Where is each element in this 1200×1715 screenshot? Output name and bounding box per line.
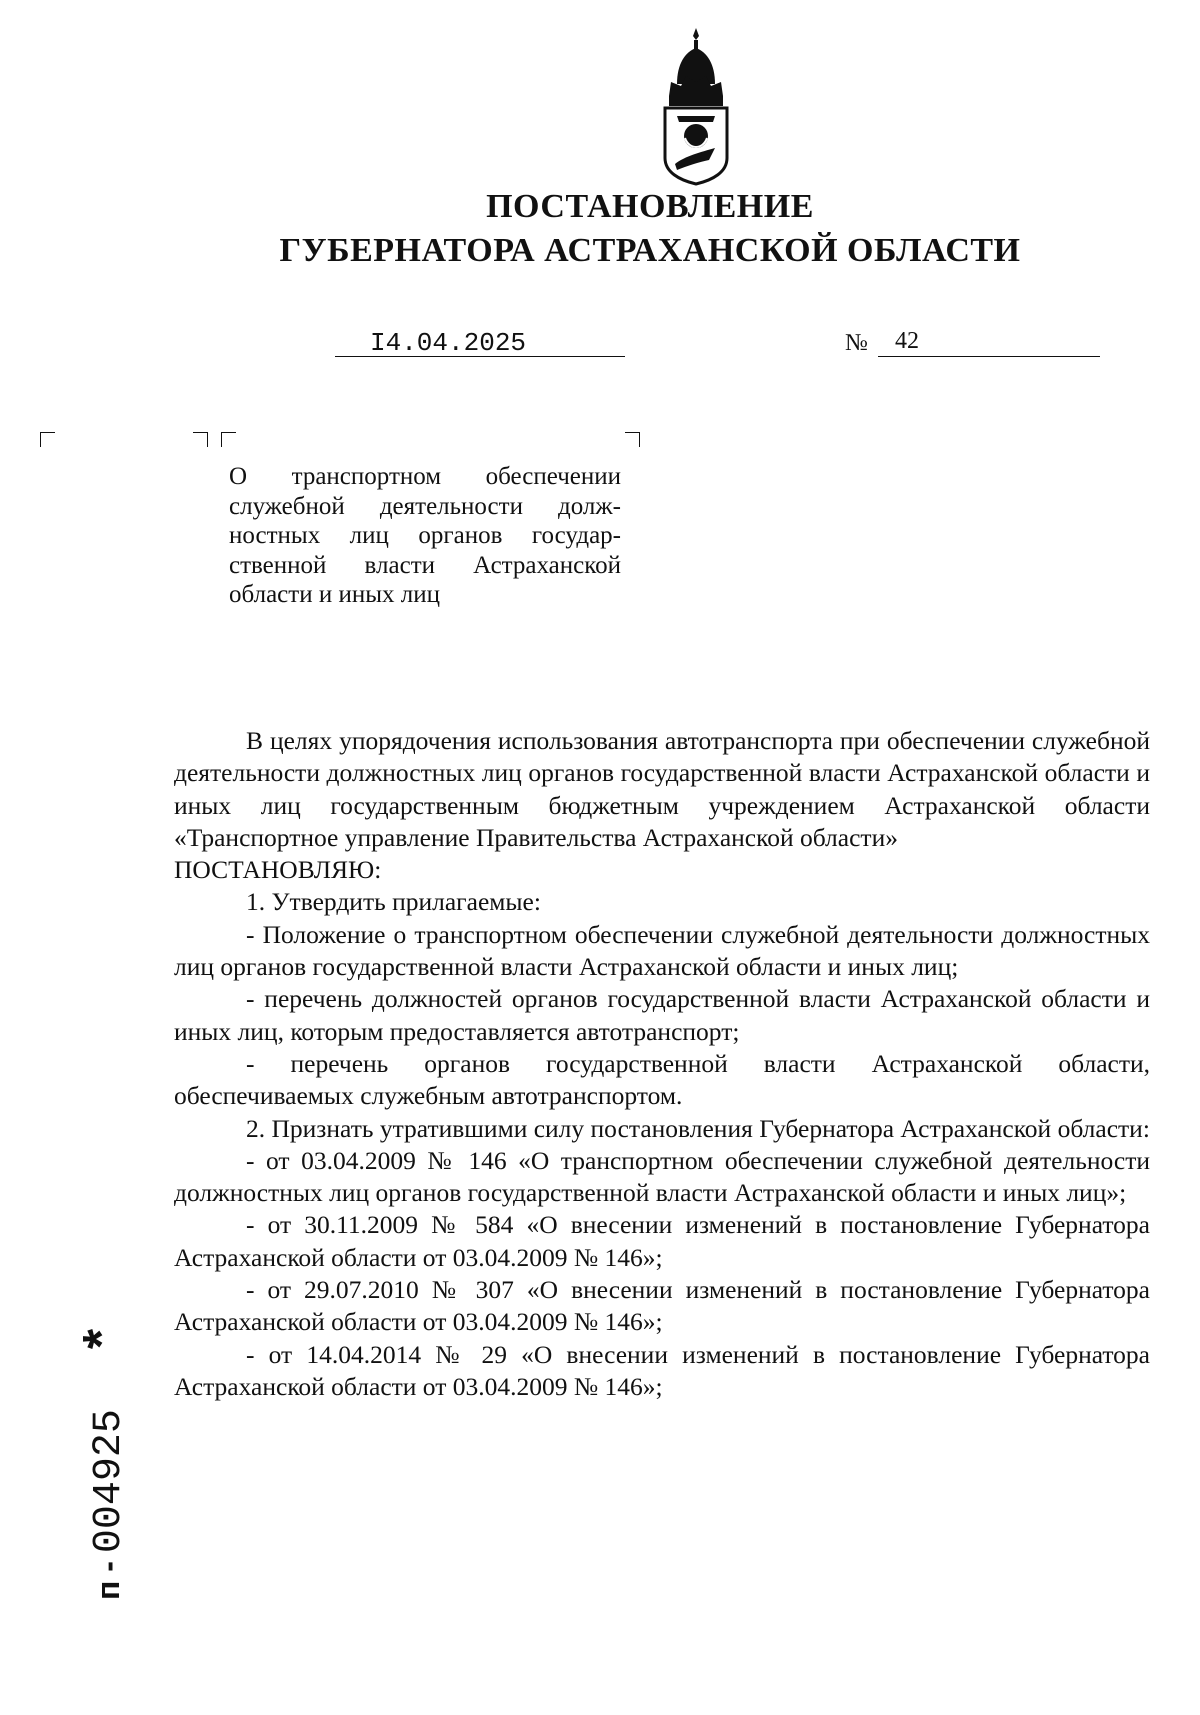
document-subject — [229, 462, 621, 610]
left-margin-corner-mark — [40, 432, 55, 447]
clause-2-item: - от 30.11.2009 № 584 «О внесении изменений в постановление Губернатора Астраханской области от 03.04.2009 № 146»; — [174, 1210, 1150, 1272]
clause-1-item: - перечень должностей органов государственной власти Астраханской области и иных лиц, которым предоставляется автотранспорт; — [174, 984, 1150, 1046]
document-date: I4.04.2025 — [370, 328, 527, 358]
number-underline — [878, 356, 1100, 357]
clause-2-item: - от 14.04.2014 № 29 «О внесении изменений в постановление Губернатора Астраханской области от 03.04.2009 № 146»; — [174, 1339, 1150, 1401]
clause-2-item: - от 29.07.2010 № 307 «О внесении изменений в постановление Губернатора Астраханской области от 03.04.2009 № 146»; — [174, 1275, 1150, 1337]
document-body — [174, 725, 1150, 1403]
subject-right-corner-mark — [625, 432, 640, 447]
clause-2-item: - от 03.04.2009 № 146 «О транспортном обеспечении служебной деятельности должностных лиц органов государственной власти Астраханской области и иных лиц»; — [174, 1145, 1150, 1208]
subject-left-corner-mark-a — [193, 432, 208, 447]
subject-line: области и иных лиц — [229, 581, 440, 609]
preamble-paragraph: В целях упорядочения использования автотранспорта при обеспечении служебной деятельности должностных лиц органов государственной власти Астраханской области и иных лиц государственным бюджетным учреждением Астраханской области «Транспортное управление Правительства Астраханской области» — [174, 726, 1150, 852]
astrakhan-coat-of-arms-icon — [655, 26, 737, 186]
date-underline — [335, 356, 625, 357]
subject-line: ственной власти Астраханской — [229, 551, 621, 579]
stamp-prefix: п - — [90, 1561, 126, 1600]
number-sign: № — [845, 330, 868, 356]
registration-stamp — [72, 1329, 132, 1600]
document-title-line-1: ПОСТАНОВЛЕНИЕ — [486, 188, 814, 225]
clause-1-item: - Положение о транспортном обеспечении служебной деятельности должностных лиц органов государственной власти Астраханской области и иных лиц; — [174, 919, 1150, 982]
asterisk-mark: * — [73, 1328, 131, 1350]
clause-1-item: - перечень органов государственной власти Астраханской области, обеспечиваемых служебным автотранспортом. — [174, 1048, 1150, 1111]
resolve-heading: ПОСТАНОВЛЯЮ: — [174, 855, 382, 885]
subject-line: служебной деятельности долж- — [229, 492, 621, 520]
subject-line: ностных лиц органов государ- — [229, 522, 621, 550]
clause-1: 1. Утвердить прилагаемые: — [246, 887, 541, 917]
document-title-line-2: ГУБЕРНАТОРА АСТРАХАНСКОЙ ОБЛАСТИ — [279, 232, 1021, 269]
subject-left-corner-mark-b — [221, 432, 236, 447]
subject-line: О транспортном обеспечении — [229, 463, 621, 490]
clause-2: 2. Признать утратившими силу постановления Губернатора Астраханской области: — [246, 1113, 1150, 1143]
document-number: 42 — [895, 328, 919, 354]
stamp-code: 004925 — [87, 1409, 132, 1554]
